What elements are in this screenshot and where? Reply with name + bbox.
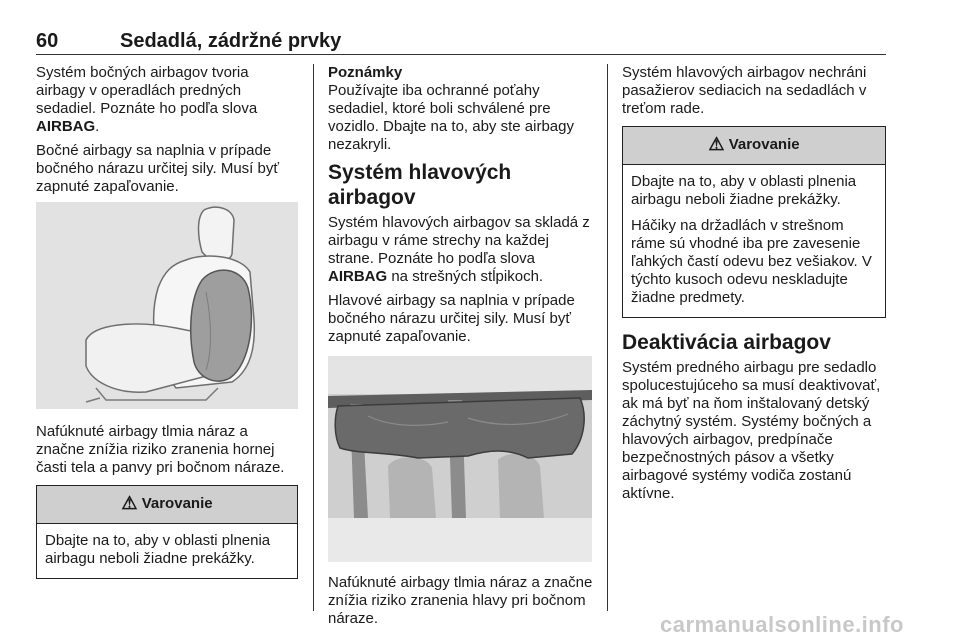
head-airbag-illustration: [328, 356, 592, 562]
paragraph: Systém bočných airbagov tvoria airbagy v operadlách predných sedadiel. Poznáte ho podľa slova AIRBAG.: [36, 64, 258, 135]
warning-triangle-icon: ⚠: [121, 493, 138, 513]
column-divider: [313, 64, 314, 611]
paragraph: Systém hlavových airbagov nechráni pasažierov sediacich na sedadlách v treťom rade.: [622, 64, 867, 117]
warning-text: Háčiky na držadlách v strešnom ráme sú vhodné iba pre zavesenie ľahkých častí odevu bez vešiakov. V týchto kusoch odevu neskladujte žiadne predmety.: [631, 217, 872, 306]
warning-triangle-icon: ⚠: [708, 134, 725, 154]
chapter-title: Sedadlá, zádržné prvky: [120, 30, 342, 52]
page-number: 60: [36, 30, 59, 52]
paragraph: Systém hlavových airbagov sa skladá z airbagu v ráme strechy na každej strane. Poznáte ho podľa slova AIRBAG na strešných stĺpikoch.: [328, 214, 590, 285]
column-2: [328, 64, 594, 634]
paragraph: Systém predného airbagu pre sedadlo spolucestujúceho sa musí deaktivovať, ak má byť na ňom inštalovaný detský záchytný systém. Systémy bočných a hlavových airbagov, predpínače bezpečnostných pásov a všetky airbagové systémy vodiča zostanú aktívne.: [622, 359, 881, 502]
column-divider: [607, 64, 608, 611]
note-title: Poznámky: [328, 64, 403, 81]
seat-airbag-illustration: [36, 202, 298, 409]
section-heading: Systém hlavových airbagov: [328, 161, 512, 209]
warning-text: Dbajte na to, aby v oblasti plnenia airbagu neboli žiadne prekážky.: [631, 173, 857, 208]
note-text: Používajte iba ochranné poťahy sedadiel, ktoré boli schválené pre vozidlo. Dbajte na to, aby ste airbagy nezakryli.: [328, 82, 574, 153]
warning-box: [622, 126, 886, 318]
column-1: [36, 64, 298, 591]
warning-box: [36, 485, 298, 579]
image-caption: Nafúknuté airbagy tlmia náraz a značne znížia riziko zranenia hornej časti tela a panvy pri bočnom náraze.: [36, 423, 285, 476]
header-rule: [36, 54, 886, 55]
warning-header: ⚠ Varovanie: [37, 486, 297, 524]
watermark: carmanualsonline.info: [660, 612, 904, 637]
warning-text: Dbajte na to, aby v oblasti plnenia airbagu neboli žiadne prekážky.: [45, 532, 271, 567]
column-3: [622, 64, 886, 509]
page-header: [36, 30, 886, 52]
warning-header: ⚠ Varovanie: [623, 127, 885, 165]
paragraph: Hlavové airbagy sa naplnia v prípade bočného nárazu určitej sily. Musí byť zapnuté zapaľovanie.: [328, 292, 575, 345]
image-caption: Nafúknuté airbagy tlmia náraz a značne znížia riziko zranenia hlavy pri bočnom náraze.: [328, 574, 593, 627]
section-heading: Deaktivácia airbagov: [622, 331, 831, 354]
paragraph: Bočné airbagy sa naplnia v prípade bočného nárazu určitej sily. Musí byť zapnuté zapaľovanie.: [36, 142, 279, 195]
